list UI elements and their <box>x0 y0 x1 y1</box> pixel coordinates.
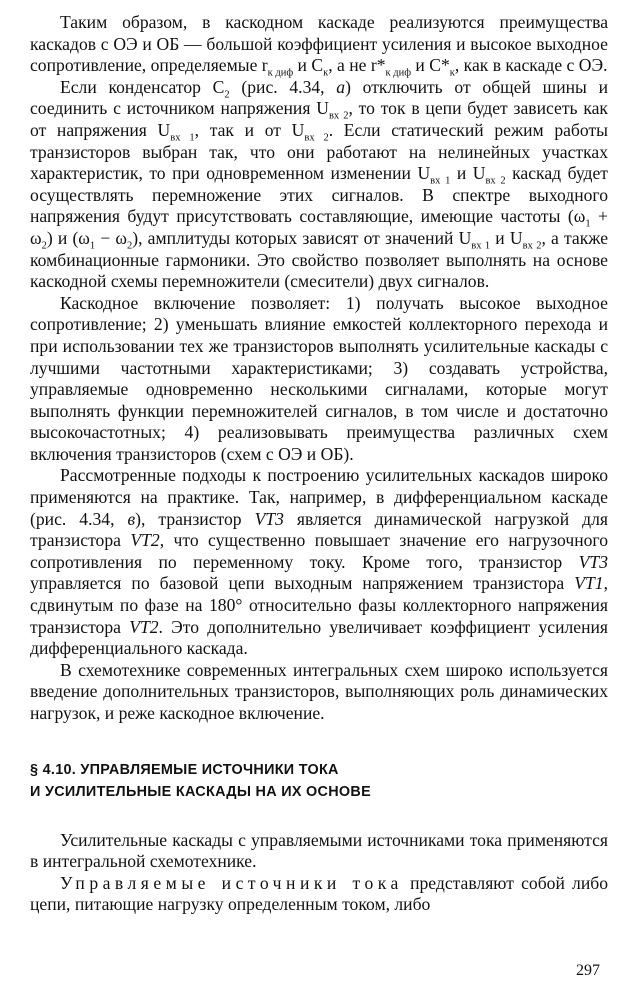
paragraph-1: Таким образом, в каскодном каскаде реализуются преимущества каскадов с ОЭ и ОБ — большой коэффициент усиления и высокое выходное сопротивление, определяемые $r_{к диф}$ и $C_к$, а не $r*_{к диф}$ и $C*_к$, как в каскаде с ОЭ. <box>30 12 608 79</box>
section-paragraph-1: Усилительные каскады с управляемыми источниками тока применяются в интегральной схемотехнике. <box>30 829 608 872</box>
paragraph-3: Каскодное включение позволяет: 1) получать высокое выходное сопротивление; 2) уменьшать влияние емкостей коллекторного перехода и при использовании тех же транзисторов выполнять усилительные каскады с лучшими частотными характеристиками; 3) создавать устройства, управляемые одновременно несколькими сигналами, которые могут выполнять функции перемножителей сигналов, в том числе и достаточно высокочастотных; 4) реализовывать преимущества различных схем включения транзисторов (схем с ОЭ и ОБ). <box>30 292 608 464</box>
section-heading-line-2: И УСИЛИТЕЛЬНЫЕ КАСКАДЫ НА ИХ ОСНОВЕ <box>30 783 372 800</box>
section-paragraph-2-rest: представляют собой либо цепи, питающие нагрузку определенным током, либо <box>30 872 609 915</box>
paragraph-5: В схемотехнике современных интегральных схем широко используется введение дополнительных транзисторов, выполняющих роль динамических нагрузок, и реже каскодное включение. <box>30 659 608 723</box>
section-heading-line-1: § 4.10. УПРАВЛЯЕМЫЕ ИСТОЧНИКИ ТОКА <box>30 761 339 778</box>
paragraph-2: Если конденсатор $C_2$ (рис. 4.34, а) отключить от общей шины и соединить с источником напряжения $U_{вх 2}$, то ток в цепи будет зависеть как от напряжения $U_{вх 1}$, так и от $U_{вх 2}$. Если статический режим работы транзисторов выбран так, что они работают на нелинейных участках характеристик, то при одновременном изменении $U_{вх 1}$ и $U_{вх 2}$ каскад будет осуществлять перемножение этих сигналов. В спектре выходного напряжения будут присутствовать составляющие, имеющие частоты $(\omega_1 + \omega_2)$ и $(\omega_1 - \omega_2)$, амплитуды которых зависят от значений $U_{вх 1}$ и $U_{вх 2}$, а также комбинационные гармоники. Это свойство позволяет выполнять на основе каскодной схемы перемножители (смесители) двух сигналов. <box>30 76 609 292</box>
paragraph-4: Рассмотренные подходы к построению усилительных каскадов широко применяются на практике. Так, например, в дифференциальном каскаде (рис. 4.34, в), транзистор VT3 является динамической нагрузкой для транзистора VT2, что существенно повышает значение его нагрузочного сопротивления по переменному току. Кроме того, транзистор VT3 управляется по базовой цепи выходным напряжением транзистора VT1, сдвинутым по фазе на 180° относительно фазы коллекторного напряжения транзистора VT2. Это дополнительно увеличивает коэффициент усиления дифференциального каскада. <box>30 465 609 659</box>
page-body <box>30 12 608 916</box>
section-paragraph-2 <box>30 873 608 916</box>
spaced-term: Управляемые источники тока <box>60 872 403 893</box>
page-number: 297 <box>576 962 600 979</box>
section-heading <box>30 759 608 803</box>
